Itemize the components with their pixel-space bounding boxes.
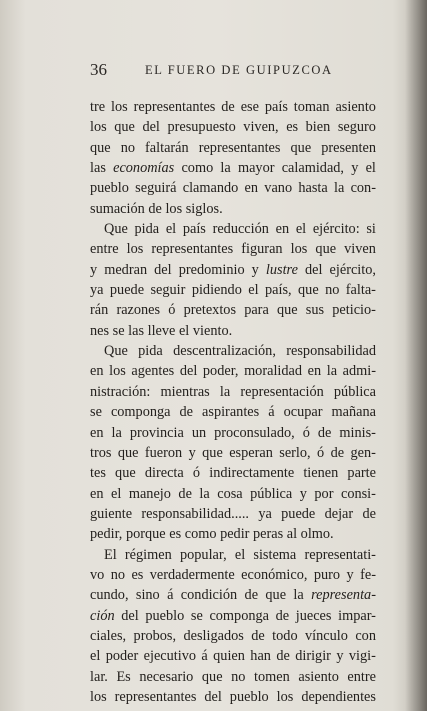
word: se (112, 322, 129, 339)
word: que (202, 444, 223, 461)
word: economías (113, 160, 175, 177)
word: presenten (321, 139, 376, 156)
word: sistema (253, 546, 297, 563)
word: vo (90, 566, 105, 583)
text-line (90, 199, 376, 219)
word: pretextos (183, 302, 237, 319)
word: pública (333, 383, 376, 400)
word: del (121, 607, 139, 624)
word: seguir (150, 282, 186, 299)
word: responsabilidad (286, 343, 376, 360)
word: los (290, 241, 308, 258)
word: ejército: (312, 221, 360, 238)
word: dirigir (295, 648, 331, 665)
word: proconsulado, (214, 424, 295, 441)
word: se (90, 404, 102, 421)
word: bien (305, 119, 331, 136)
word: ciales, (90, 627, 127, 644)
word: popular, (179, 546, 227, 563)
word: porque (125, 526, 170, 543)
word: que (265, 587, 287, 604)
word: y (346, 566, 354, 583)
word: por (314, 485, 334, 502)
word: moralidad (244, 363, 303, 380)
word: es (131, 566, 144, 583)
word: y (336, 648, 344, 665)
word: de (251, 627, 265, 644)
word: vínculo (305, 627, 348, 644)
word: seguro (337, 119, 376, 136)
text-line (90, 423, 376, 443)
word: y (90, 261, 98, 278)
word: guiente (90, 505, 133, 522)
word: pedir, (90, 526, 126, 543)
word: es (286, 119, 299, 136)
text-line (90, 463, 376, 483)
word: los (90, 119, 107, 136)
word: de (221, 99, 235, 115)
text-line (90, 117, 376, 137)
word: que (315, 241, 337, 258)
word: la (333, 180, 345, 197)
word: que (90, 139, 111, 156)
word: el (165, 221, 177, 238)
word: con- (350, 180, 376, 197)
body-text (90, 97, 376, 707)
word: puede (281, 505, 316, 522)
word: ó (168, 302, 176, 319)
word: pública (250, 485, 293, 502)
word: probos, (133, 627, 177, 644)
word: tes (90, 465, 106, 482)
word: viven, (243, 119, 279, 136)
text-line (90, 300, 376, 320)
word: es (169, 526, 185, 543)
word: ocupar (283, 404, 323, 421)
word: pueblo (229, 688, 269, 705)
word: desligados (183, 627, 244, 644)
word: el (248, 282, 259, 299)
text-line (90, 341, 376, 361)
word: indirectamente (209, 465, 295, 482)
word: el (178, 322, 193, 339)
word: pedir (220, 526, 254, 543)
word: ó (192, 465, 201, 482)
word: representa- (311, 587, 376, 604)
word: nistración: (90, 383, 151, 400)
word: ya (90, 282, 104, 299)
word: sus (305, 302, 325, 319)
word: entre (90, 241, 119, 258)
word: representantes (114, 688, 197, 705)
text-line (90, 667, 376, 687)
word: tros (90, 444, 112, 461)
word: sumación (90, 200, 149, 217)
word: régimen (124, 546, 172, 563)
word: ejército, (329, 261, 376, 278)
word: los (165, 200, 186, 217)
word: de (148, 200, 166, 217)
word: mañana (331, 404, 376, 421)
word: del (142, 119, 160, 136)
word: pueblo (145, 607, 185, 624)
word: descentralización, (173, 343, 276, 360)
word: necesario (139, 668, 194, 685)
word: cundo, (90, 587, 129, 604)
word: Es (116, 668, 131, 685)
word: viento. (192, 322, 233, 339)
word: en (90, 485, 104, 502)
word: aspirantes (202, 404, 260, 421)
word: faltarán (145, 139, 189, 156)
word: El (104, 546, 117, 563)
word: presupuesto (167, 119, 236, 136)
word: no (120, 139, 135, 156)
word: ya (258, 505, 272, 522)
word: en (244, 180, 259, 197)
word: los (126, 241, 144, 258)
word: tienen (303, 465, 339, 482)
word: verdadermente (149, 566, 235, 583)
word: poder, (202, 363, 239, 380)
text-line (90, 443, 376, 463)
word: seguirá (135, 180, 177, 197)
word: hasta (298, 180, 328, 197)
word: el (90, 648, 101, 665)
word: del (305, 261, 323, 278)
word: asiento (298, 668, 339, 685)
text-line (90, 606, 376, 626)
word: la (199, 485, 210, 502)
word: las (128, 322, 148, 339)
word: vano (264, 180, 293, 197)
word: componga (110, 404, 171, 421)
word: el (365, 160, 376, 177)
word: gen- (350, 444, 376, 461)
word: como (184, 526, 221, 543)
text-line (90, 484, 376, 504)
word: ese (240, 99, 259, 115)
word: reducción (212, 221, 269, 238)
word: cosa (217, 485, 243, 502)
word: dependientes (301, 688, 376, 705)
text-line (90, 565, 376, 585)
text-line (90, 646, 376, 666)
word: ó (302, 424, 310, 441)
word: económico, (241, 566, 308, 583)
word: en (275, 221, 290, 238)
word: pida (134, 221, 160, 238)
text-line (90, 361, 376, 381)
word: ción (90, 607, 115, 624)
word: los (111, 99, 128, 115)
word: parte (347, 465, 376, 482)
word: todo (272, 627, 298, 644)
word: Que (104, 343, 128, 360)
word: toman (293, 99, 330, 115)
word: minis- (339, 424, 376, 441)
word: dejar (324, 505, 354, 522)
word: del (204, 688, 222, 705)
word: el (295, 221, 307, 238)
word: á (167, 587, 174, 604)
word: nes (90, 322, 113, 339)
word: de (179, 404, 194, 421)
word: á (268, 404, 275, 421)
text-line (90, 138, 376, 158)
text-line (90, 280, 376, 300)
text-line (90, 219, 376, 239)
word: los (276, 688, 294, 705)
word: de (362, 505, 376, 522)
word: Que (104, 221, 128, 238)
word: falta- (345, 282, 376, 299)
word: de (275, 607, 290, 624)
word: en (90, 424, 104, 441)
text-line (90, 402, 376, 422)
word: agentes (131, 363, 175, 380)
word: fe- (360, 566, 376, 583)
word: del (179, 363, 198, 380)
word: quien (213, 648, 245, 665)
text-line (90, 585, 376, 605)
word: la (219, 383, 231, 400)
word: de (330, 444, 345, 461)
word: impar- (338, 607, 376, 624)
word: que (115, 465, 136, 482)
word: han (250, 648, 271, 665)
word: al (286, 526, 301, 543)
word: el (111, 485, 122, 502)
text-line (90, 626, 376, 646)
word: representati- (304, 546, 376, 563)
word: componga (209, 607, 269, 624)
page-number: 36 (90, 60, 107, 79)
word: que (114, 119, 135, 136)
word: puro (313, 566, 341, 583)
word: un (191, 424, 207, 441)
word: representantes (151, 241, 234, 258)
word: entre (347, 668, 376, 685)
word: responsabilidad..... (141, 505, 250, 522)
page-edge-shadow (405, 0, 427, 711)
word: condición (180, 587, 238, 604)
word: viven (344, 241, 376, 258)
text-line (90, 687, 376, 707)
word: peras (253, 526, 287, 543)
word: siglos. (185, 200, 223, 217)
word: clamando (182, 180, 239, 197)
word: no (231, 668, 246, 685)
word: representación (240, 383, 324, 400)
word: que (117, 444, 139, 461)
text-line (90, 239, 376, 259)
word: los (109, 363, 126, 380)
word: asiento (335, 99, 376, 115)
word: de (276, 648, 290, 665)
word: pueblo (90, 180, 129, 197)
word: pidiendo (191, 282, 242, 299)
word: olmo. (300, 526, 334, 543)
word: fueron (144, 444, 183, 461)
word: ó (317, 444, 325, 461)
word: país (264, 99, 288, 115)
word: razones (116, 302, 161, 319)
word: rán (90, 302, 109, 319)
word: no (325, 282, 340, 299)
word: puede (109, 282, 145, 299)
word: sino (135, 587, 160, 604)
text-line (90, 97, 376, 117)
text-line (90, 504, 376, 524)
word: provincia (129, 424, 184, 441)
word: que (298, 282, 319, 299)
word: y (251, 261, 259, 278)
word: lleve (147, 322, 179, 339)
word: los (90, 688, 107, 705)
word: figuran (241, 241, 283, 258)
word: que (276, 302, 298, 319)
word: de (244, 587, 259, 604)
word: peticio- (332, 302, 376, 319)
word: ejecutivo (143, 648, 197, 665)
word: la (293, 587, 304, 604)
word: mientras (160, 383, 210, 400)
word: serlo, (279, 444, 311, 461)
word: y (299, 485, 307, 502)
word: lar. (90, 668, 108, 685)
word: de (317, 424, 332, 441)
word: la (111, 424, 122, 441)
word: pida (138, 343, 163, 360)
word: con (355, 627, 376, 644)
text-line (90, 158, 376, 178)
word: como (181, 160, 214, 177)
word: admi- (342, 363, 376, 380)
word: poder (105, 648, 139, 665)
text-line (90, 545, 376, 565)
word: de (178, 485, 192, 502)
word: para (244, 302, 269, 319)
word: no (110, 566, 126, 583)
word: esperan (229, 444, 273, 461)
word: vigi- (348, 648, 376, 665)
word: representantes (198, 139, 281, 156)
word: que (290, 139, 312, 156)
word: mayor (237, 160, 275, 177)
word: la (326, 363, 338, 380)
text-line (90, 382, 376, 402)
word: tomen (254, 668, 290, 685)
word: representantes (133, 99, 216, 115)
text-line (90, 321, 376, 341)
word: consi- (340, 485, 376, 502)
running-title: EL FUERO DE GUIPUZCOA (145, 63, 333, 77)
word: en (307, 363, 322, 380)
text-line (90, 524, 376, 544)
word: las (90, 160, 106, 177)
word: país (182, 221, 206, 238)
word: y (188, 444, 196, 461)
word: directa (144, 465, 184, 482)
word: y (351, 160, 359, 177)
text-line (90, 260, 376, 280)
word: calamidad, (281, 160, 345, 177)
word: se (190, 607, 203, 624)
word: jueces (295, 607, 332, 624)
word: que (201, 668, 223, 685)
word: lustre (265, 261, 298, 278)
page-header (90, 60, 380, 82)
word: manejo (128, 485, 171, 502)
word: si (366, 221, 376, 238)
word: á (201, 648, 208, 665)
text-line (90, 178, 376, 198)
word: medran (104, 261, 148, 278)
word: la (220, 160, 231, 177)
word: el (234, 546, 246, 563)
word: tre (90, 99, 106, 115)
word: predominio (178, 261, 245, 278)
word: país, (265, 282, 292, 299)
word: en (90, 363, 104, 380)
word: del (154, 261, 172, 278)
